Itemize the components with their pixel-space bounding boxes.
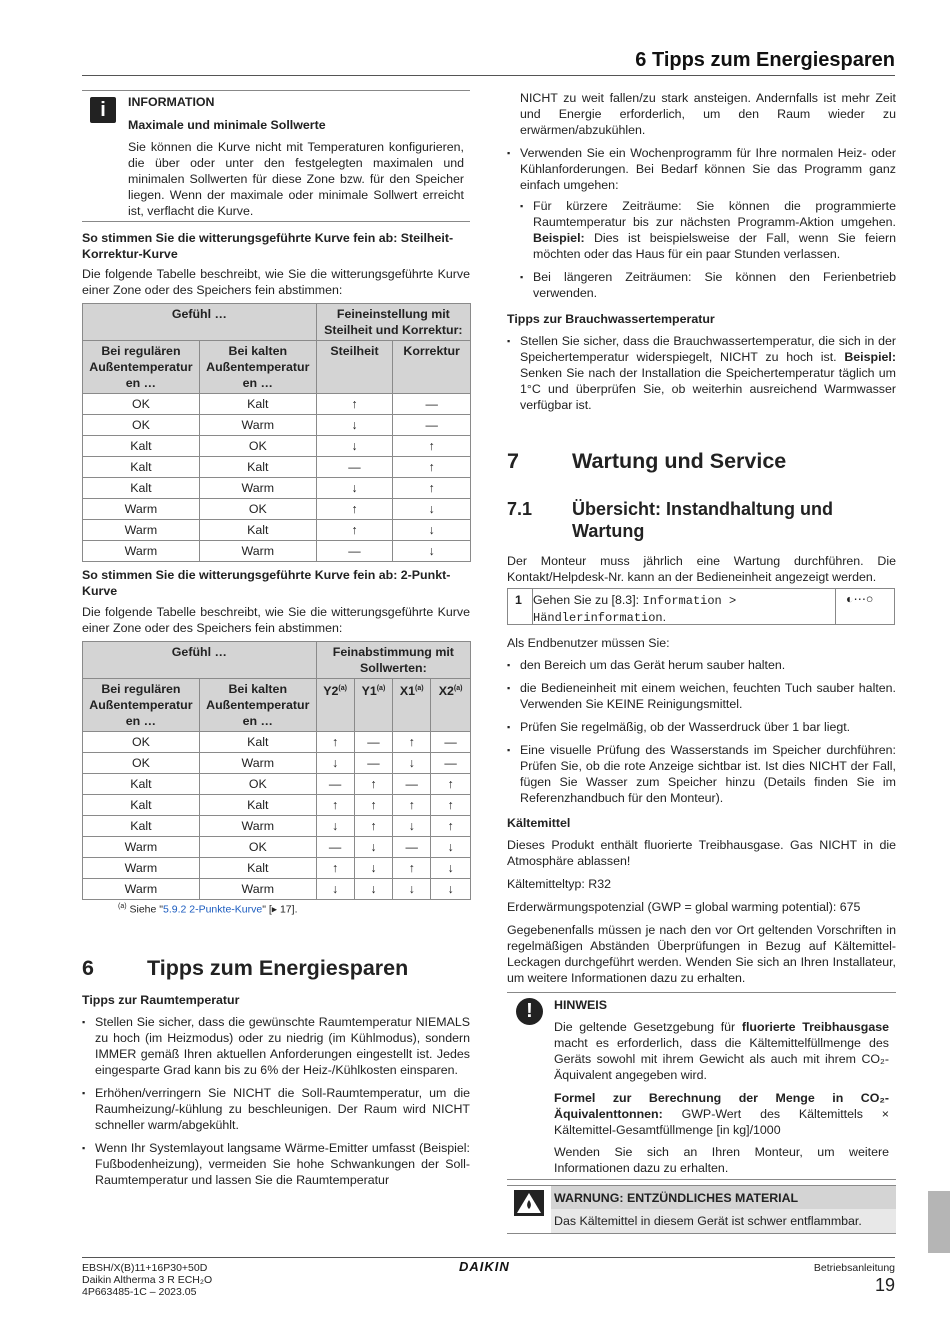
steil-th-steilheit: Steilheit	[316, 341, 393, 394]
table-cell: ↓	[431, 837, 471, 858]
gwp-text: Erderwärmungspotenzial (GWP = global warming potential): 675	[507, 900, 861, 914]
table-cell: ↓	[431, 879, 471, 900]
table-cell: Kalt	[83, 478, 200, 499]
table-cell: ↑	[393, 457, 471, 478]
table-cell: —	[354, 732, 393, 753]
table-cell: ↓	[316, 436, 393, 457]
footnote-mark: (a)	[118, 903, 127, 910]
table-cell: Warm	[83, 858, 200, 879]
table-cell: ↓	[393, 499, 471, 520]
table-cell: OK	[199, 436, 316, 457]
table-row	[83, 415, 471, 436]
table-cell: Warm	[199, 753, 316, 774]
table-cell: Kalt	[199, 732, 316, 753]
table-row	[83, 774, 471, 795]
table-row	[83, 457, 471, 478]
list-item: ▪ Erhöhen/verringern Sie NICHT die Soll-Raumtemperatur, um die Raumheizung/-kühlung zu beschleunigen. Der Raum wird NICHT schneller warm/abgekühlt.	[82, 1085, 470, 1133]
table-row	[83, 858, 471, 879]
hinweis-text3: Wenden Sie sich an Ihren Monteur, um weitere Informationen dazu zu erhalten.	[554, 1145, 889, 1175]
daikin-logo: DAIKIN	[459, 1259, 510, 1274]
table-row	[83, 753, 471, 774]
table-cell: ↑	[354, 774, 393, 795]
kaelte-text: Dieses Produkt enthält fluorierte Treibhausgase. Gas NICHT in die Atmosphäre ablassen!	[507, 838, 896, 868]
table-cell: Kalt	[199, 858, 316, 879]
table-cell: ↑	[354, 795, 393, 816]
list-item: ▪ die Bedieneinheit mit einem weichen, feuchten Tuch sauber halten. Verwenden Sie KEINE Reinigungsmittel.	[507, 680, 896, 712]
info-box	[82, 90, 470, 222]
table-cell: OK	[199, 499, 316, 520]
controller-icon: ◐⋯○	[846, 592, 874, 606]
page-header-title: 6 Tipps zum Energiesparen	[635, 49, 895, 71]
ch7-intro: Der Monteur muss jährlich eine Wartung durchführen. Die Kontakt/Helpdesk-Nr. kann an der Bedieneinheit angezeigt werden.	[507, 554, 896, 584]
table-cell: ↑	[316, 795, 354, 816]
s71-number: 7.1	[507, 499, 533, 519]
footer-doc: 4P663485-1C – 2023.05	[82, 1286, 197, 1298]
hinweis-formel: Formel zur Berechnung der Menge in CO₂-Äquivalenttonnen: GWP-Wert des Kältemittels × Kältemittel-Gesamtfüllmenge [in kg]/1000	[554, 1091, 889, 1137]
hinweis-box	[507, 992, 896, 1180]
fire-warning-icon	[514, 1190, 544, 1216]
warnung-box	[507, 1185, 896, 1234]
col2-continuation: NICHT zu weit fallen/zu stark ansteigen. Andernfalls ist mehr Zeit und Energie erforderlich, um den Raum wieder zu erwärmen/abzukühlen.	[520, 91, 896, 137]
table-cell: Warm	[199, 816, 316, 837]
week-bullet: ▪ Verwenden Sie ein Wochenprogramm für Ihre normalen Heiz- oder Kühlanforderungen. Bei Bedarf können Sie das Programm ganz einfach umgehen: ▪ Für kürzere Zeiträume: Sie können die programmierte Raumtemperatur bis zur nächsten Programm-Aktion umgehen. Beispiel: Dies ist beispielsweise der Fall, wenn Sie feiern möchten oder das Haus für ein paar Stunden verlassen. ▪ Bei längeren Zeiträumen: Sie können den Ferienbetrieb verwenden.	[507, 145, 896, 301]
twopoint-heading: So stimmen Sie die witterungsgeführte Kurve fein ab: 2-Punkt-Kurve	[82, 568, 451, 598]
footnote-post: " [▸ 17].	[262, 903, 298, 916]
table-row	[83, 478, 471, 499]
step-box	[507, 588, 895, 625]
table-cell: Kalt	[83, 436, 200, 457]
week-sub-long: ▪ Bei längeren Zeiträumen: Sie können den Ferienbetrieb verwenden.	[520, 269, 896, 301]
twopoint-th-x2: X2$^{(a)}$	[431, 679, 471, 732]
table-cell: ↑	[393, 436, 471, 457]
table-row	[83, 520, 471, 541]
table-cell: OK	[83, 732, 200, 753]
ch6-number: 6	[82, 956, 94, 980]
table-cell: Warm	[199, 415, 316, 436]
table-cell: ↓	[316, 415, 393, 436]
ch6-title: Tipps zum Energiesparen	[147, 956, 409, 980]
table-cell: Warm	[199, 541, 316, 562]
table-cell: Warm	[199, 879, 316, 900]
table-cell: Kalt	[83, 816, 200, 837]
table-cell: OK	[83, 394, 200, 415]
footer-left	[82, 1262, 212, 1298]
table-cell: —	[354, 753, 393, 774]
table-cell: ↓	[354, 837, 393, 858]
table-cell: ↑	[393, 795, 431, 816]
table-cell: ↑	[316, 732, 354, 753]
steil-th-fein: Feineinstellung mit Steilheit und Korrektur:	[316, 304, 470, 341]
table-cell: ↓	[316, 753, 354, 774]
table-cell: Kalt	[199, 457, 316, 478]
bw-heading: Tipps zur Brauchwassertemperatur	[507, 312, 715, 326]
twopoint-th-gefuehl: Gefühl …	[83, 642, 317, 679]
twopoint-th-fein: Feinabstimmung mit Sollwerten:	[316, 642, 470, 679]
ch7-title: Wartung und Service	[572, 449, 787, 473]
twopoint-th-y2: Y2$^{(a)}$	[316, 679, 354, 732]
table-cell: OK	[199, 774, 316, 795]
table-cell: —	[431, 753, 471, 774]
table-cell: ↓	[393, 816, 431, 837]
table-row	[83, 436, 471, 457]
col2-week-list	[507, 145, 896, 308]
warnung-text: Das Kältemittel in diesem Gerät ist schwer entflammbar.	[554, 1214, 862, 1228]
s71-title: Übersicht: Instandhaltung und Wartung	[572, 499, 833, 541]
table-cell: ↑	[431, 816, 471, 837]
ch7-bullet-list	[507, 657, 896, 813]
table-cell: Kalt	[83, 774, 200, 795]
twopoint-th-kalt: Bei kalten Außentemperatur en …	[199, 679, 316, 732]
twopoint-th-x1: X1$^{(a)}$	[393, 679, 431, 732]
info-text: Sie können die Kurve nicht mit Temperaturen konfigurieren, die über oder unter den festgelegten maximalen und minimalen Sollwerten für diese Zone bzw. für den Speicher liegen. Wenn der maximale oder minimale Sollwert erreicht ist, verflacht die Kurve.	[128, 140, 464, 218]
steil-th-kalt: Bei kalten Außentemperatur en …	[199, 341, 316, 394]
table-cell: ↑	[393, 478, 471, 499]
table-cell: ↓	[393, 879, 431, 900]
info-label: INFORMATION	[128, 95, 215, 109]
list-item: ▪ Eine visuelle Prüfung des Wasserstands im Speicher durchführen: Prüfen Sie, ob die rote Anzeige sichtbar ist. Ist dies NICHT der Fall, fügen Sie Wasser zum Speicher hinzu (Details finden Sie im Referenzhandbuch für den Monteur).	[507, 742, 896, 806]
table-cell: Kalt	[199, 520, 316, 541]
table-cell: ↑	[316, 499, 393, 520]
table-cell: —	[316, 837, 354, 858]
info-icon: i	[90, 97, 116, 123]
table-cell: —	[316, 774, 354, 795]
table-cell: OK	[199, 837, 316, 858]
hinweis-text1: Die geltende Gesetzgebung für fluorierte Treibhausgase macht es erforderlich, dass die Kältemittelfüllmenge des Geräts sowohl mit ihrem Gewicht als auch mit ihrem CO₂-Äquivalent angegeben wird.	[554, 1020, 889, 1082]
table-cell: ↓	[354, 858, 393, 879]
warnung-label: WARNUNG: ENTZÜNDLICHES MATERIAL	[554, 1191, 799, 1205]
table-cell: ↓	[316, 478, 393, 499]
table-cell: ↑	[431, 774, 471, 795]
list-item: ▪ Wenn Ihr Systemlayout langsame Wärme-Emitter umfasst (Beispiel: Fußbodenheizung), vermeiden Sie hohe Schwankungen der Soll-Raumtemperatur und lassen Sie die Raumtemperatur	[82, 1140, 470, 1188]
footer-divider	[82, 1257, 895, 1258]
table-cell: —	[316, 541, 393, 562]
table-cell: ↓	[431, 858, 471, 879]
table-cell: ↑	[316, 858, 354, 879]
table-cell: —	[393, 774, 431, 795]
notice-icon: !	[516, 998, 543, 1025]
steil-table	[82, 303, 471, 562]
table-cell: —	[316, 457, 393, 478]
table-row	[83, 837, 471, 858]
table-row	[83, 541, 471, 562]
table-cell: Kalt	[83, 795, 200, 816]
enduser-intro: Als Endbenutzer müssen Sie:	[507, 636, 670, 650]
bw-bullet: ▪ Stellen Sie sicher, dass die Brauchwassertemperatur, die sich in der Speichertemperatur widerspiegelt, NICHT zu hoch ist. Beispiel: Senken Sie nach der Installation die Speichertemperatur täglich um 1°C und überprüfen Sie, ob weiterhin ausreichend Warmwasser verfügbar ist.	[507, 333, 896, 413]
hinweis-label: HINWEIS	[554, 998, 608, 1012]
footnote-link[interactable]: 5.9.2 2-Punkte-Kurve	[162, 903, 263, 916]
steil-th-reg: Bei regulären Außentemperatur en …	[83, 341, 200, 394]
table-cell: Warm	[83, 499, 200, 520]
table-row	[83, 879, 471, 900]
twopoint-table	[82, 641, 471, 900]
table-cell: Kalt	[83, 457, 200, 478]
kaelte-typ: Kältemitteltyp: R32	[507, 877, 611, 891]
step-text: Gehen Sie zu [8.3]: Information > Händlerinformation.	[533, 593, 737, 625]
ch6-subheading: Tipps zur Raumtemperatur	[82, 993, 240, 1007]
table-cell: ↓	[393, 753, 431, 774]
ch7-number: 7	[507, 449, 519, 473]
footnote-pre: Siehe "	[129, 903, 163, 916]
info-subtitle: Maximale und minimale Sollwerte	[128, 118, 326, 132]
twopoint-th-y1: Y1$^{(a)}$	[354, 679, 393, 732]
table-row	[83, 732, 471, 753]
table-cell: ↑	[393, 858, 431, 879]
table-cell: ↑	[431, 795, 471, 816]
table-cell: OK	[83, 415, 200, 436]
bw-list	[507, 333, 896, 420]
table-cell: Kalt	[199, 795, 316, 816]
table-cell: Warm	[83, 520, 200, 541]
list-item: ▪ Prüfen Sie regelmäßig, ob der Wasserdruck über 1 bar liegt.	[507, 719, 896, 735]
footer-model: EBSH/X(B)11+16P30+50D	[82, 1262, 208, 1274]
table-cell: OK	[83, 753, 200, 774]
table-cell: —	[393, 394, 471, 415]
table-row	[83, 394, 471, 415]
step-number: 1	[515, 593, 522, 607]
table-cell: —	[393, 837, 431, 858]
table-cell: —	[431, 732, 471, 753]
steil-th-korrektur: Korrektur	[393, 341, 471, 394]
table-cell: ↓	[393, 541, 471, 562]
table-cell: ↓	[316, 879, 354, 900]
table-cell: Warm	[199, 478, 316, 499]
step-path: Information > Händlerinformation	[533, 594, 737, 625]
footer-product: Daikin Altherma 3 R ECH₂O	[82, 1274, 213, 1286]
twopoint-th-reg: Bei regulären Außentemperatur en …	[83, 679, 200, 732]
table-row	[83, 795, 471, 816]
table-cell: Warm	[83, 879, 200, 900]
header-divider	[82, 75, 895, 76]
table-row	[83, 816, 471, 837]
footer-manual: Betriebsanleitung	[813, 1262, 895, 1274]
table-cell: Warm	[83, 837, 200, 858]
steil-heading: So stimmen Sie die witterungsgeführte Kurve fein ab: Steilheit-Korrektur-Kurve	[82, 231, 454, 261]
table-row	[83, 499, 471, 520]
list-item: ▪ Stellen Sie sicher, dass die gewünschte Raumtemperatur NIEMALS zu hoch (im Heizmodus) oder zu niedrig (im Kühlmodus), sondern IMMER gemäß Ihren aktuellen Anforderungen eingestellt ist. Jedes eingesparte Grad kann bis zu 6% der Heiz-/Kühlkosten einsparen.	[82, 1014, 470, 1078]
vorschriften-text: Gegebenenfalls müssen je nach den vor Ort geltenden Vorschriften in regelmäßigen Abständen Überprüfungen in Bezug auf Kältemittel-Leckagen durchgeführt werden. Wenden Sie sich an Ihren Installateur, um weitere Informationen dazu zu erhalten.	[507, 923, 896, 985]
page-number: 19	[874, 1275, 895, 1295]
ch6-bullet-list	[82, 1014, 470, 1195]
table-cell: ↑	[316, 394, 393, 415]
table-cell: ↓	[393, 520, 471, 541]
week-sub-short: ▪ Für kürzere Zeiträume: Sie können die programmierte Raumtemperatur bis zur nächsten Programm-Aktion umgehen. Beispiel: Dies ist beispielsweise der Fall, wenn Sie feiern möchten oder das Haus für ein paar Stunden verlassen.	[520, 198, 896, 262]
table-cell: ↑	[316, 520, 393, 541]
kaelte-heading: Kältemittel	[507, 816, 571, 830]
steil-th-gefuehl: Gefühl …	[83, 304, 317, 341]
table-cell: ↑	[354, 816, 393, 837]
table-cell: Kalt	[199, 394, 316, 415]
list-item: ▪ den Bereich um das Gerät herum sauber halten.	[507, 657, 896, 673]
table-cell: ↑	[393, 732, 431, 753]
steil-intro: Die folgende Tabelle beschreibt, wie Sie die witterungsgeführte Kurve einer Zone oder des Speichers fein abstimmen:	[82, 267, 470, 297]
twopoint-intro: Die folgende Tabelle beschreibt, wie Sie die witterungsgeführte Kurve einer Zone oder des Speichers fein abstimmen:	[82, 605, 470, 635]
chapter-tab-marker	[928, 1191, 950, 1253]
twopoint-footnote	[118, 901, 297, 916]
table-cell: ↓	[316, 816, 354, 837]
table-cell: Warm	[83, 541, 200, 562]
table-cell: ↓	[354, 879, 393, 900]
table-cell: —	[393, 415, 471, 436]
